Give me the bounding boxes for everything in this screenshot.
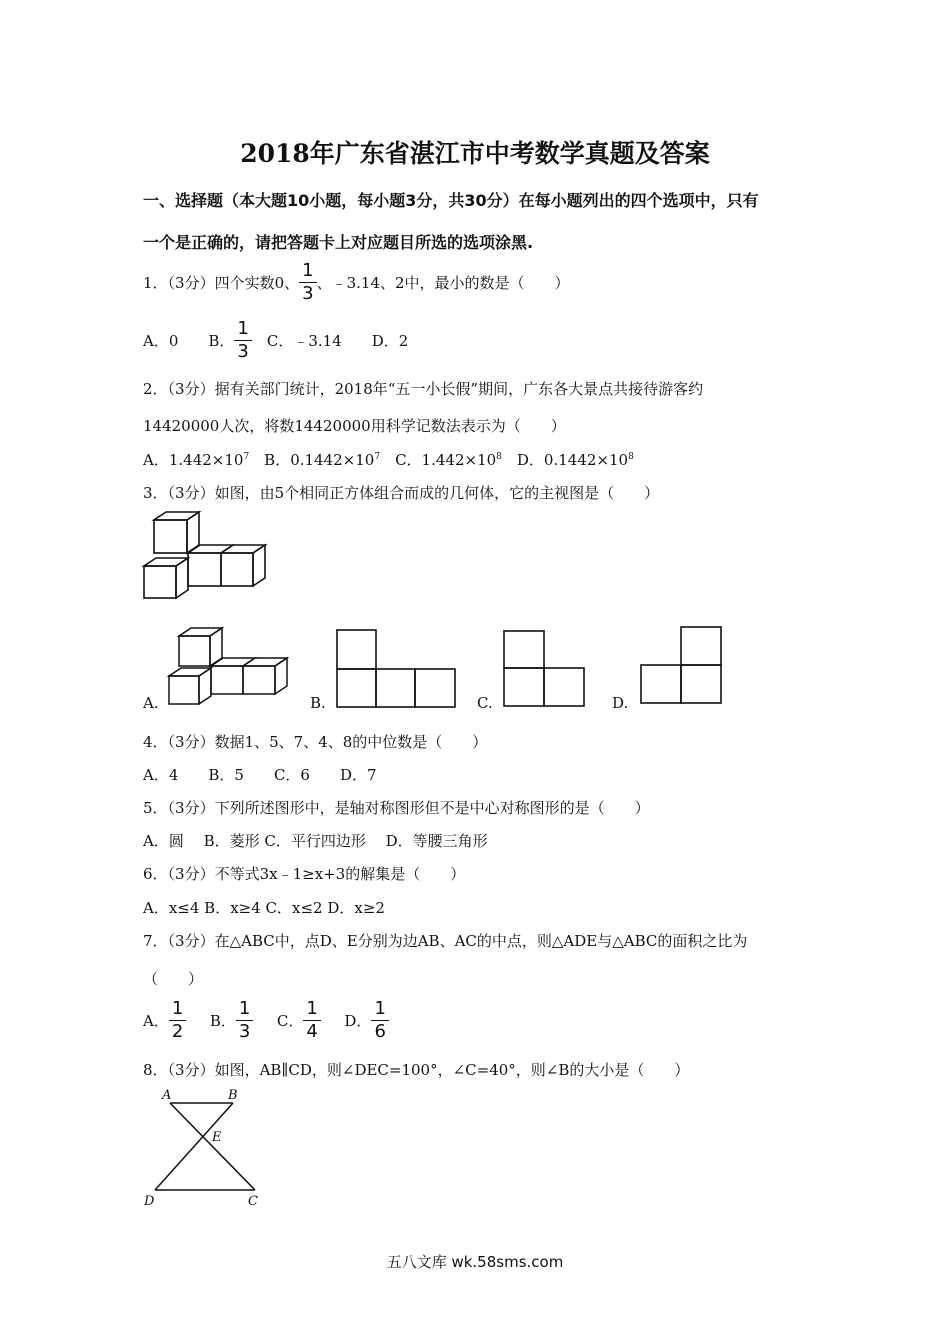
q1-fraction xyxy=(299,262,316,303)
q7-label-a: A． xyxy=(143,1012,169,1030)
question-7-line2: （ ） xyxy=(143,970,204,988)
q1-frac-num: 1 xyxy=(299,262,316,283)
question-1-options xyxy=(143,320,408,361)
q3-option-c-label: C. xyxy=(477,694,493,712)
q3-option-a-label: A. xyxy=(143,694,159,712)
q3-option-b-figure xyxy=(336,629,458,709)
section-heading-line1: 一、选择题（本大题10小题，每小题3分，共30分）在每小题列出的四个选项中，只有 xyxy=(143,191,759,210)
question-5-options: A．圆 B．菱形 C．平行四边形 D．等腰三角形 xyxy=(143,832,488,850)
q8-point-e: E xyxy=(212,1130,222,1145)
question-4-stem: 4．（3分）数据1、5、7、4、8的中位数是（ ） xyxy=(143,733,488,751)
q7-c-num: 1 xyxy=(303,1000,320,1021)
question-2-line1: 2．（3分）据有关部门统计，2018年“五一小长假”期间，广东各大景点共接待游客约 xyxy=(143,380,704,398)
q8-point-a: A xyxy=(162,1088,172,1103)
q1-frac-den: 3 xyxy=(302,283,314,304)
q3-option-b-label: B. xyxy=(310,694,326,712)
q2-opt-b: B．0.1442×10 xyxy=(249,451,375,469)
question-8-stem: 8．（3分）如图，AB∥CD，则∠DEC=100°，∠C=40°，则∠B的大小是（ ） xyxy=(143,1061,690,1079)
q2-opt-c: C．1.442×10 xyxy=(380,451,497,469)
q7-frac-a xyxy=(169,1000,186,1041)
q7-label-b: B． xyxy=(209,1012,236,1030)
q7-b-den: 3 xyxy=(238,1021,251,1042)
q1-stem-a: 1．（3分）四个实数0、 xyxy=(143,274,300,292)
question-6-options: A．x≤4 B．x≥4 C．x≤2 D．x≥2 xyxy=(143,899,385,917)
q2-opt-d-exp: 8 xyxy=(628,452,634,462)
q1-optb-num: 1 xyxy=(234,320,251,341)
q8-geometry-figure xyxy=(140,1085,270,1210)
q2-opt-b-exp: 7 xyxy=(374,452,381,462)
q7-label-d: D． xyxy=(344,1012,372,1030)
q3-option-c-figure xyxy=(503,630,587,708)
q8-point-d: D xyxy=(144,1194,155,1209)
question-4-options: A．4 B．5 C．6 D．7 xyxy=(143,766,377,784)
q1-opt-rest: C．﹣3.14 D．2 xyxy=(251,332,409,350)
q1-stem-b: 、﹣3.14、2中，最小的数是（ ） xyxy=(316,274,570,292)
q2-opt-d: D．0.1442×10 xyxy=(501,451,629,469)
question-2-options xyxy=(143,449,634,470)
q2-opt-a-exp: 7 xyxy=(243,452,250,462)
question-1-stem xyxy=(143,262,570,303)
q3-option-a-figure xyxy=(165,626,295,706)
question-5-stem: 5．（3分）下列所述图形中，是轴对称图形但不是中心对称图形的是（ ） xyxy=(143,799,650,817)
q7-a-num: 1 xyxy=(169,1000,186,1021)
q7-b-num: 1 xyxy=(236,1000,253,1021)
q8-point-c: C xyxy=(248,1194,258,1209)
q7-label-c: C． xyxy=(276,1012,304,1030)
q8-point-b: B xyxy=(228,1088,238,1103)
question-7-options xyxy=(143,1000,389,1041)
q7-d-num: 1 xyxy=(371,1000,388,1021)
q7-frac-b xyxy=(236,1000,253,1041)
q1-opt-b-fraction xyxy=(234,320,251,361)
q7-d-den: 6 xyxy=(374,1021,386,1042)
question-2-line2: 14420000人次，将数14420000用科学记数法表示为（ ） xyxy=(143,417,566,435)
footer-watermark: 五八文库 wk.58sms.com xyxy=(386,1253,564,1271)
question-7-line1: 7．（3分）在△ABC中，点D、E分别为边AB、AC的中点，则△ADE与△ABC的面积之比为 xyxy=(143,932,748,950)
q2-opt-a: A．1.442×10 xyxy=(143,451,244,469)
q7-frac-c xyxy=(303,1000,320,1041)
q1-opt-a: A．0 B． xyxy=(143,332,235,350)
q7-c-den: 4 xyxy=(306,1021,318,1042)
q7-frac-d xyxy=(371,1000,388,1041)
section-heading-line2: 一个是正确的，请把答题卡上对应题目所选的选项涂黑. xyxy=(143,233,534,252)
q1-optb-den: 3 xyxy=(237,341,249,362)
q3-option-d-label: D. xyxy=(612,694,629,712)
q3-cube-figure xyxy=(140,508,280,600)
q2-opt-c-exp: 8 xyxy=(496,452,502,462)
q3-option-d-figure xyxy=(640,626,724,706)
q7-a-den: 2 xyxy=(171,1021,184,1042)
question-3-stem: 3．（3分）如图，由5个相同正方体组合而成的几何体，它的主视图是（ ） xyxy=(143,484,660,502)
question-6-stem: 6．（3分）不等式3x﹣1≥x+3的解集是（ ） xyxy=(143,865,466,883)
page-title: 2018年广东省湛江市中考数学真题及答案 xyxy=(240,139,710,168)
